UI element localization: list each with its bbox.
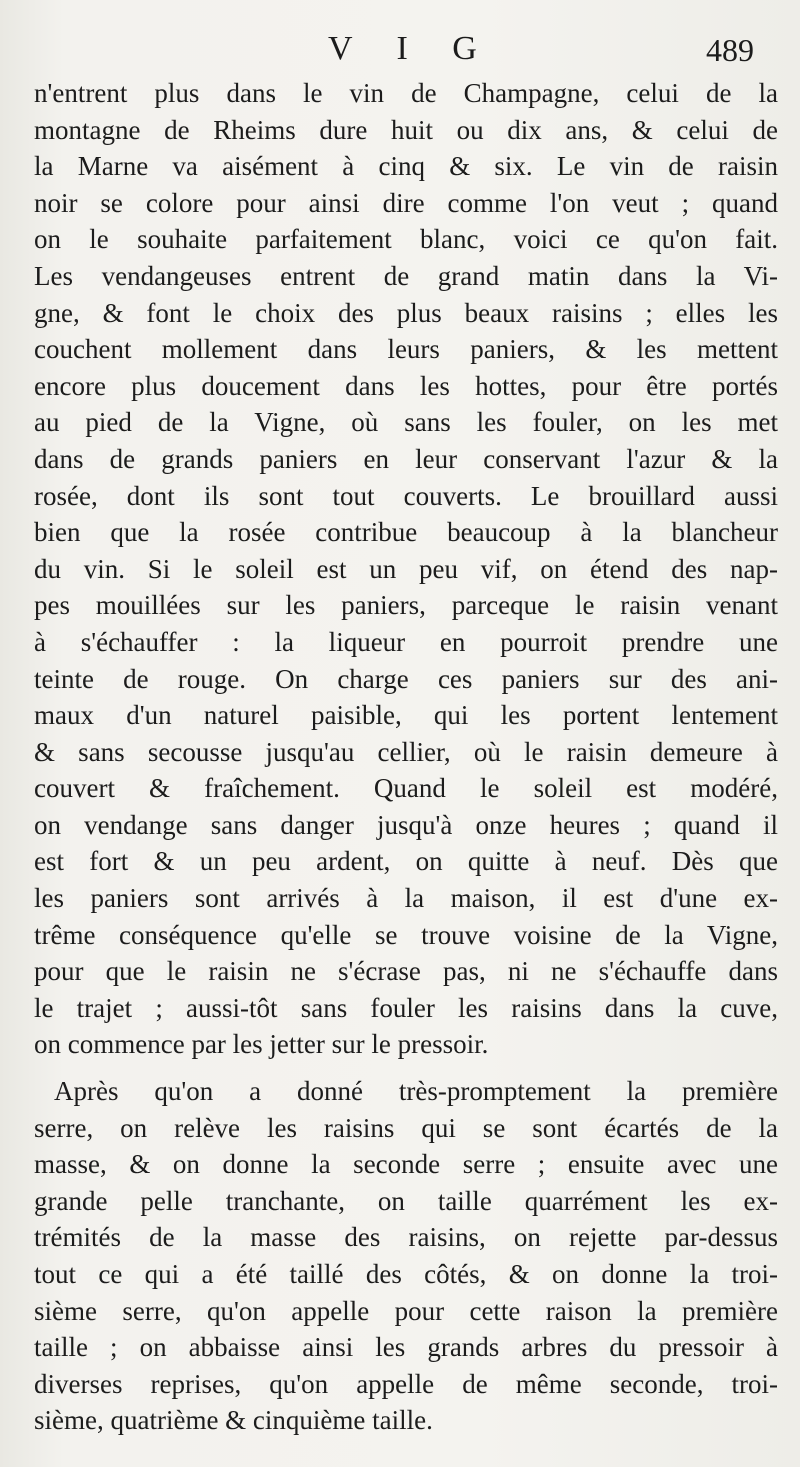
text-line: du vin. Si le soleil est un peu vif, on étend des nap- bbox=[34, 553, 778, 584]
text-line: pour que le raisin ne s'écrase pas, ni ne s'échauffe dans bbox=[34, 956, 778, 987]
text-line: gne, & font le choix des plus beaux raisins ; elles les bbox=[34, 297, 778, 328]
text-line: n'entrent plus dans le vin de Champagne, celui de la bbox=[34, 78, 778, 108]
text-line: grande pelle tranchante, on taille quarrément les ex- bbox=[34, 1185, 778, 1216]
text-line: diverses reprises, qu'on appelle de même seconde, troi- bbox=[34, 1368, 778, 1399]
text-line: trême conséquence qu'elle se trouve voisine de la Vigne, bbox=[34, 919, 778, 950]
text-line: dans de grands paniers en leur conservant l'azur & la bbox=[34, 443, 778, 474]
text-line: montagne de Rheims dure huit ou dix ans, & celui de bbox=[34, 114, 778, 145]
text-line: & sans secousse jusqu'au cellier, où le raisin demeure à bbox=[34, 736, 778, 767]
text-line: serre, on relève les raisins qui se sont écartés de la bbox=[34, 1112, 778, 1143]
text-line: rosée, dont ils sont tout couverts. Le brouillard aussi bbox=[34, 480, 778, 511]
text-line: au pied de la Vigne, où sans les fouler, on les met bbox=[34, 407, 778, 438]
text-line: est fort & un peu ardent, on quitte à neuf. Dès que bbox=[34, 846, 778, 877]
text-line: encore plus doucement dans les hottes, pour être portés bbox=[34, 370, 778, 401]
text-line: les paniers sont arrivés à la maison, il est d'une ex- bbox=[34, 883, 778, 914]
paragraph bbox=[34, 1073, 778, 1439]
text-line: on le souhaite parfaitement blanc, voici ce qu'on fait. bbox=[34, 224, 778, 255]
running-head bbox=[0, 30, 800, 80]
text-line: trémités de la masse des raisins, on rejette par-dessus bbox=[34, 1222, 778, 1253]
text-line: Après qu'on a donné très-promptement la première bbox=[54, 1076, 778, 1107]
text-line: à s'échauffer : la liqueur en pourroit prendre une bbox=[34, 626, 778, 657]
text-line: couvert & fraîchement. Quand le soleil est modéré, bbox=[34, 773, 778, 804]
text-line: taille ; on abbaisse ainsi les grands arbres du pressoir à bbox=[34, 1332, 778, 1363]
text-line: masse, & on donne la seconde serre ; ensuite avec une bbox=[34, 1149, 778, 1180]
text-line: noir se colore pour ainsi dire comme l'on veut ; quand bbox=[34, 187, 778, 218]
text-line: on commence par les jetter sur le pressoir. bbox=[34, 1029, 489, 1060]
text-line: pes mouillées sur les paniers, parceque le raisin venant bbox=[34, 590, 778, 621]
text-line: le trajet ; aussi-tôt sans fouler les raisins dans la cuve, bbox=[34, 992, 778, 1023]
text-line: couchent mollement dans leurs paniers, & les mettent bbox=[34, 334, 778, 365]
text-line: on vendange sans danger jusqu'à onze heures ; quand il bbox=[34, 809, 778, 840]
text-line: sième serre, qu'on appelle pour cette raison la première bbox=[34, 1295, 778, 1326]
running-head-title: V I G bbox=[328, 30, 495, 67]
text-line: maux d'un naturel paisible, qui les portent lentement bbox=[34, 700, 778, 731]
text-line: Les vendangeuses entrent de grand matin dans la Vi- bbox=[34, 260, 778, 291]
text-line: tout ce qui a été taillé des côtés, & on donne la troi- bbox=[34, 1259, 778, 1289]
text-line: bien que la rosée contribue beaucoup à la blancheur bbox=[34, 517, 778, 548]
text-line: teinte de rouge. On charge ces paniers sur des ani- bbox=[34, 663, 778, 694]
paragraph bbox=[34, 75, 778, 1063]
page-number: 489 bbox=[706, 32, 754, 68]
text-line: la Marne va aisément à cinq & six. Le vin de raisin bbox=[34, 151, 778, 182]
body-text bbox=[34, 75, 778, 1439]
text-line: sième, quatrième & cinquième taille. bbox=[34, 1405, 433, 1436]
